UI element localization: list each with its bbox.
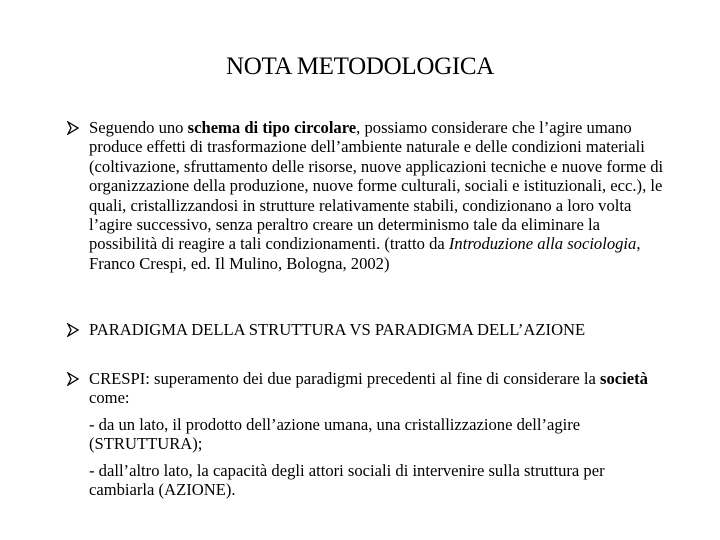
bullet-item-paradigma — [66, 320, 666, 339]
bullet-text-mid: , possiamo considerare che l’agire umano produce effetti di trasformazione dell’ambiente naturale e delle condizioni materiali (coltivazione, sfruttamento delle risorse, nuove applicazioni tecniche e nuove forme di organizzazione della produzione, nuove forme culturali, sociali e istituzionali, ecc.), le quali, cristallizzandosi in strutture relativamente stabili, condizionano a loro volta l’agire successivo, senza peraltro creare un determinismo tale da eliminare la possibilità di reagire a tali condizionamenti. (tratto da — [89, 118, 664, 254]
bullet-text: PARADIGMA DELLA STRUTTURA VS PARADIGMA DELL’AZIONE — [89, 320, 586, 339]
bullet-item-crespi — [66, 369, 666, 499]
bullet-text-pre: Seguendo uno — [89, 118, 188, 137]
bullet-text-post: , Franco Crespi, ed. Il Mulino, Bologna, 2002) — [89, 234, 641, 273]
bullet-text — [89, 369, 666, 408]
bullet-text-italic: Introduzione alla sociologia — [448, 234, 637, 254]
arrow-bullet-icon — [66, 372, 80, 386]
bullet-text — [89, 118, 666, 273]
sub-item-azione: - dall’altro lato, la capacità degli attori sociali di intervenire sulla struttura per cambiarla (AZIONE). — [89, 460, 605, 500]
bullet-text-post: come: — [89, 388, 130, 408]
bullet-text-bold: schema di tipo circolare — [187, 118, 357, 137]
slide-title: NOTA METODOLOGICA — [225, 53, 495, 80]
bullet-text-pre: CRESPI: superamento dei due paradigmi precedenti al fine di considerare la — [89, 369, 601, 388]
arrow-bullet-icon — [66, 323, 80, 337]
bullet-text-bold: società — [600, 369, 648, 388]
arrow-bullet-icon — [66, 121, 80, 135]
bullet-item-schema — [66, 118, 666, 273]
sub-item-struttura: - da un lato, il prodotto dell’azione umana, una cristallizzazione dell’agire (STRUTTURA); — [89, 414, 581, 454]
